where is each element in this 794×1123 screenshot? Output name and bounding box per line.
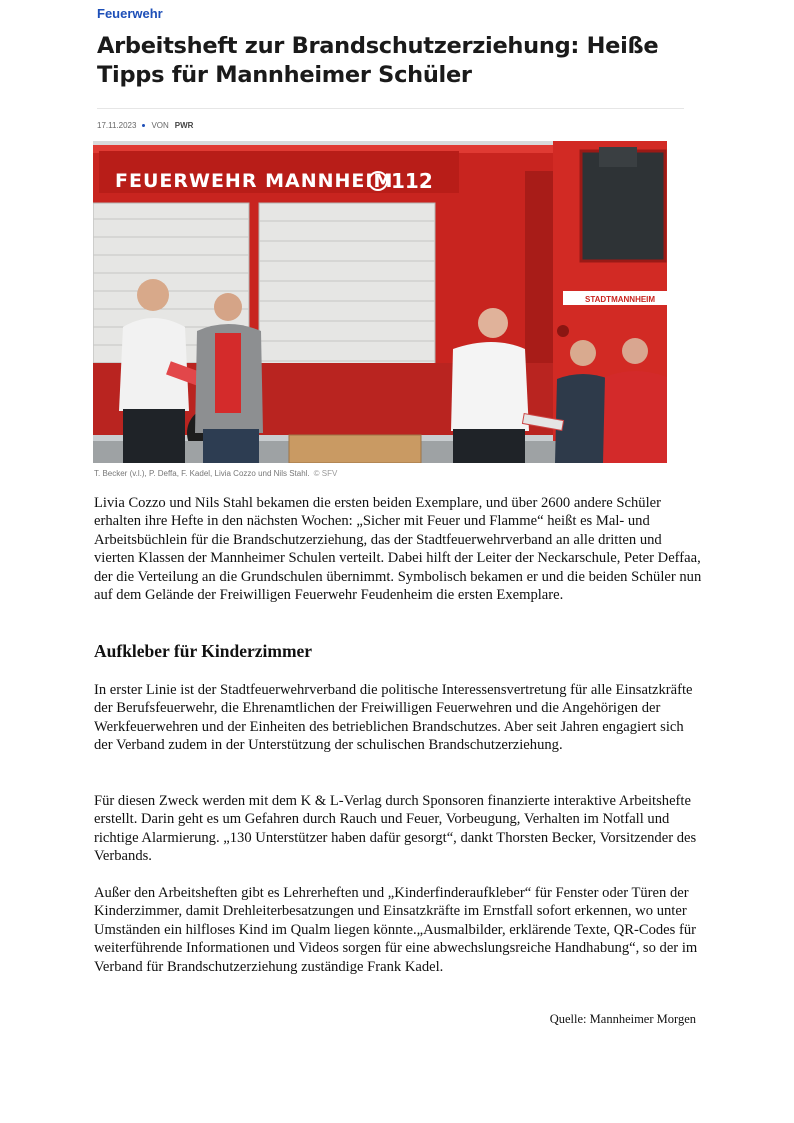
truck-sign-text: FEUERWEHR MANNHEIM	[115, 170, 394, 192]
separator-dot	[142, 124, 145, 127]
author-name[interactable]: PWR	[174, 121, 194, 130]
body-paragraph-2: In erster Linie ist der Stadtfeuerwehrverband die politische Interessensvertretung für alle Einsatzkräfte der Berufsfeuerwehr, die Ehrenamtlichen der Freiwilligen Feuerwehren und die Angehörigen der Werkfeuerwehren und der Einheiten des betrieblichen Brandschutzes. Aber seit Jahren engagiert sich der Verband zudem in der Unterstützung der schulischen Brandschutzerziehung.	[94, 682, 693, 754]
body-paragraph-3: Für diesen Zweck werden mit dem K & L-Verlag durch Sponsoren finanzierte interaktive Arbeitshefte erstellt. Darin geht es um Gefahren durch Rauch und Feuer, Vorbeugung, Verhalten im Notfall und richtige Alarmierung. „130 Unterstützer haben dafür gesorgt“, dankt Thorsten Becker, Vorsitzender des Verbands.	[94, 793, 697, 865]
source-line: Quelle: Mannheimer Morgen	[549, 1012, 696, 1026]
publish-date: 17.11.2023	[97, 121, 137, 130]
caption-text: T. Becker (v.l.), P. Deffa, F. Kadel, Livia Cozzo und Nils Stahl.	[94, 469, 310, 478]
truck-number-text: 112	[391, 169, 433, 193]
by-label: VON	[151, 121, 169, 130]
section-heading: Aufkleber für Kinderzimmer	[94, 641, 313, 661]
article-photo	[93, 141, 667, 463]
divider	[97, 108, 684, 109]
article-meta	[97, 121, 193, 130]
category-label[interactable]: Feuerwehr	[97, 6, 163, 21]
body-paragraph-1: Livia Cozzo und Nils Stahl bekamen die ersten beiden Exemplare, und über 2600 andere Schüler erhalten ihre Hefte in den nächsten Wochen: „Sicher mit Feuer und Flamme“ heißt es Mal- und Arbeitsbüchlein für die Brandschutzerziehung, das der Stadtfeuerwehrverband an alle dritten und vierten Klassen der Mannheimer Schulen verteilt. Dabei hilft der Leiter der Neckarschule, Peter Deffaa, der die Verteilung an die Grundschulen übernimmt. Symbolisch bekamen er und die beiden Schüler nun auf dem Gelände der Freiwilligen Feuerwehr Feudenheim die ersten Exemplare.	[94, 495, 702, 604]
photo-caption	[94, 469, 337, 478]
body-paragraph-4: Außer den Arbeitsheften gibt es Lehrerheften und „Kinderfinderaufkleber“ für Fenster oder Türen der Kinderzimmer, damit Drehleiterbesatzungen und Einsatzkräfte im Ernstfall sofort erkennen, wo unter Umständen ein hilfloses Kind im Qualm liegen könnte.„Ausmalbilder, erklärende Texte, QR-Codes für weiterführende Informationen und Videos sorgen für eine abwechslungsreiche Handhabung“, so der im Verband für Brandschutzerziehung zuständige Frank Kadel.	[94, 885, 698, 975]
door-logo-text: STADTMANNHEIM	[585, 295, 656, 304]
article-headline: Arbeitsheft zur Brandschutzerziehung: Heiße Tipps für Mannheimer Schüler	[97, 33, 659, 88]
photo-credit: © SFV	[313, 469, 338, 478]
